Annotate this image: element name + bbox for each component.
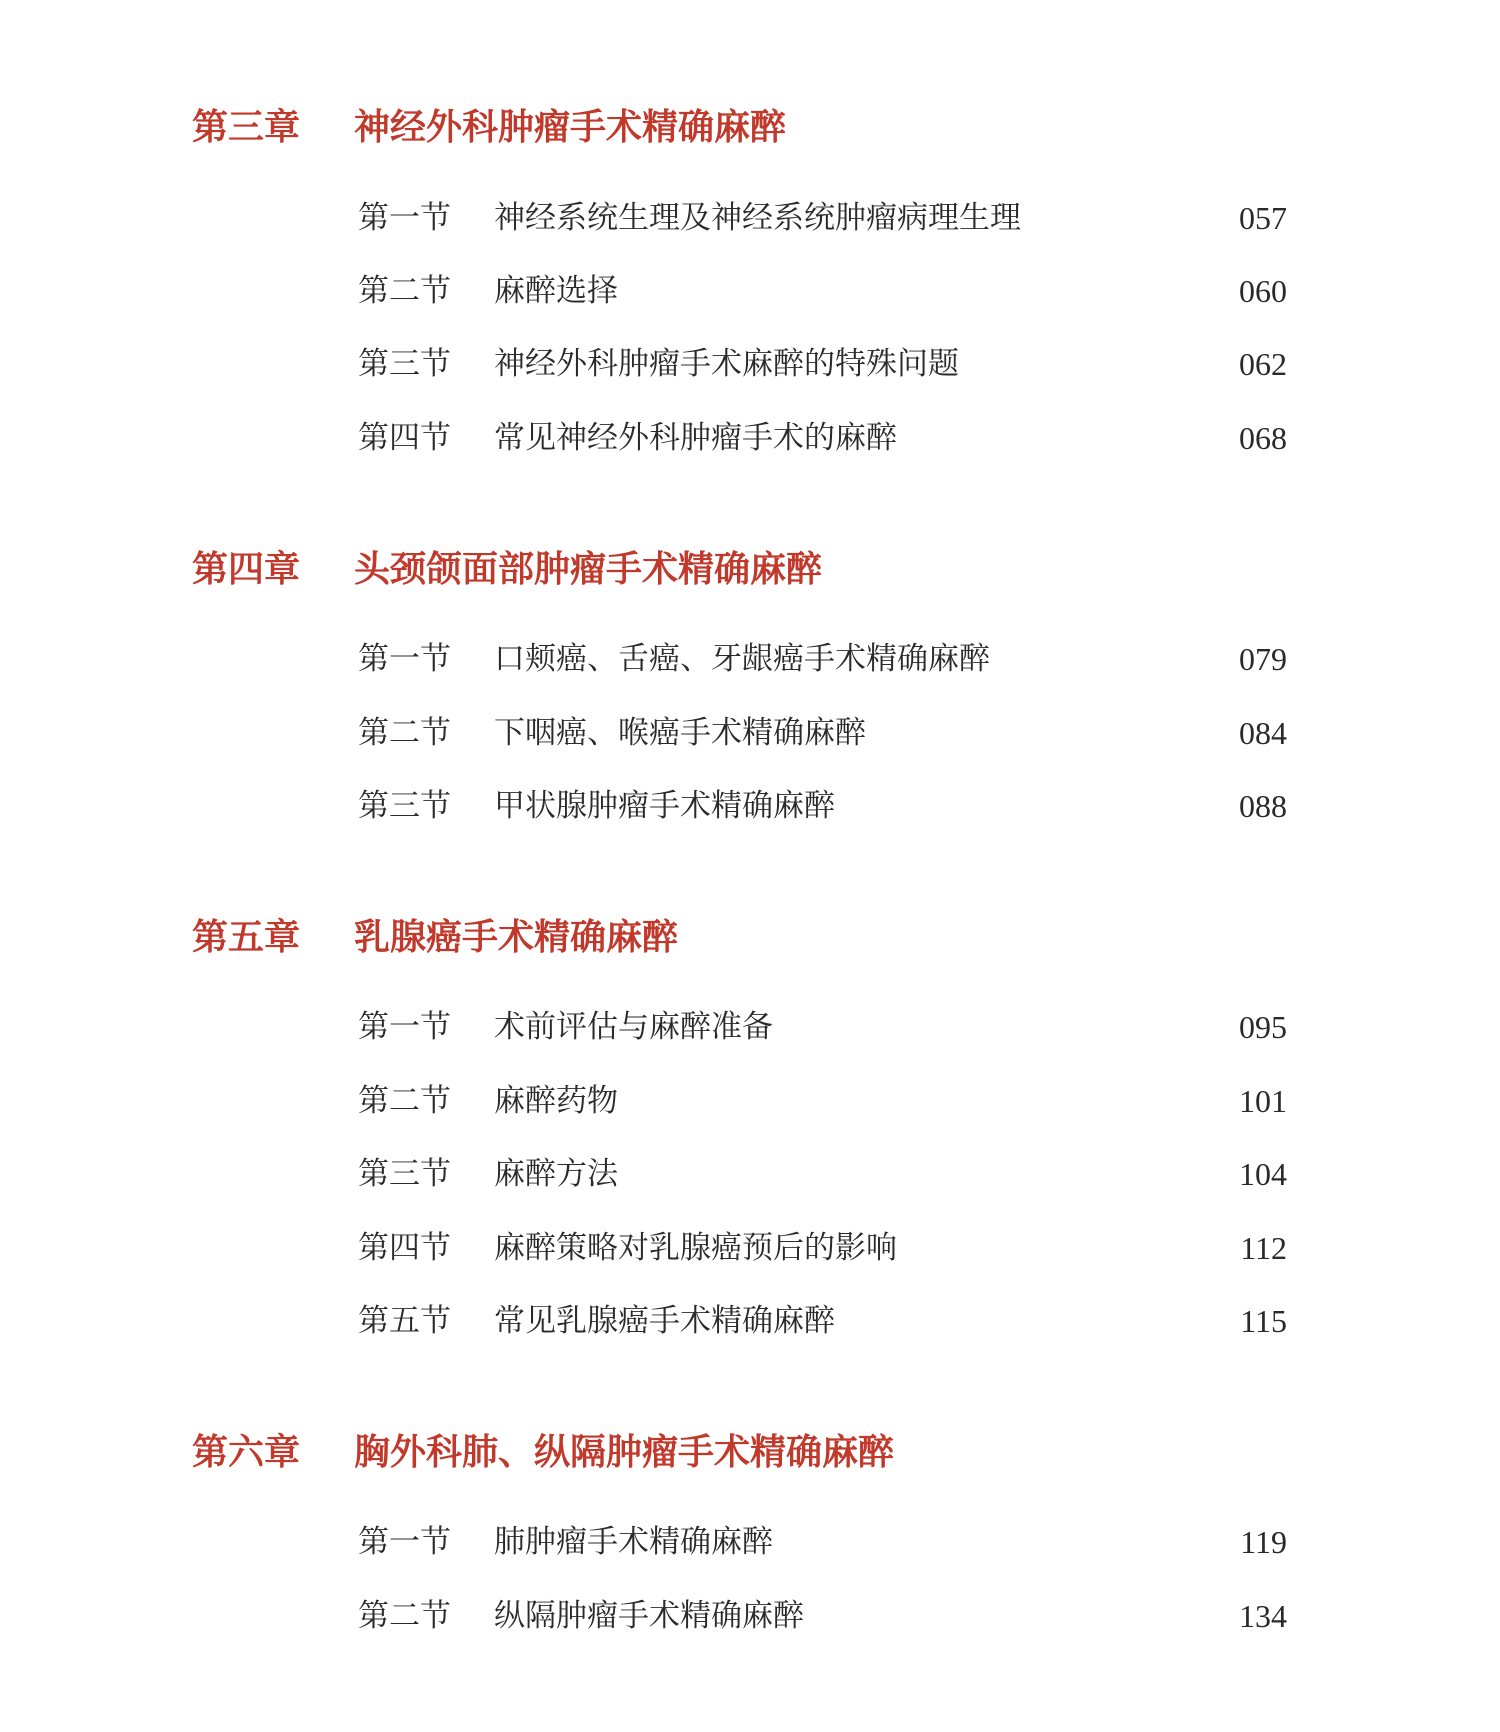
- toc-entry[interactable]: [0, 633, 1500, 685]
- toc-entry[interactable]: [0, 1001, 1500, 1053]
- section-title: 甲状腺肿瘤手术精确麻醉: [494, 788, 835, 824]
- chapter-heading[interactable]: [192, 98, 786, 158]
- toc-entry[interactable]: [0, 707, 1500, 759]
- section-title: 常见乳腺癌手术精确麻醉: [494, 1303, 835, 1339]
- chapter-label: 第五章: [192, 917, 301, 958]
- section-title: 常见神经外科肿瘤手术的麻醉: [494, 420, 897, 456]
- section-label: 第二节: [358, 273, 451, 309]
- chapter-label: 第四章: [192, 549, 301, 590]
- section-label: 第一节: [358, 200, 451, 236]
- section-label: 第一节: [358, 1524, 451, 1560]
- toc-entry[interactable]: [0, 1075, 1500, 1127]
- chapter-heading[interactable]: [192, 540, 822, 600]
- chapter-label: 第三章: [192, 107, 301, 148]
- chapter-heading[interactable]: [192, 908, 678, 968]
- section-title: 术前评估与麻醉准备: [494, 1009, 773, 1045]
- page-number: 079: [1239, 641, 1287, 677]
- section-label: 第一节: [358, 1009, 451, 1045]
- toc-entry[interactable]: [0, 1148, 1500, 1200]
- page-number: 104: [1239, 1156, 1287, 1192]
- section-title: 麻醉方法: [494, 1156, 618, 1192]
- section-title: 口颊癌、舌癌、牙龈癌手术精确麻醉: [494, 641, 990, 677]
- page-number: 060: [1239, 273, 1287, 309]
- chapter-title: 头颈颌面部肿瘤手术精确麻醉: [354, 549, 823, 590]
- chapter-title: 乳腺癌手术精确麻醉: [354, 917, 679, 958]
- section-title: 麻醉选择: [494, 273, 618, 309]
- section-title: 麻醉药物: [494, 1083, 618, 1119]
- page-number: 115: [1240, 1303, 1287, 1339]
- page-number: 119: [1240, 1524, 1287, 1560]
- page-number: 101: [1239, 1083, 1287, 1119]
- chapter-label: 第六章: [192, 1432, 301, 1473]
- section-title: 肺肿瘤手术精确麻醉: [494, 1524, 773, 1560]
- section-label: 第三节: [358, 788, 451, 824]
- toc-entry[interactable]: [0, 338, 1500, 390]
- page-number: 088: [1239, 788, 1287, 824]
- section-label: 第三节: [358, 1156, 451, 1192]
- toc-entry[interactable]: [0, 780, 1500, 832]
- page-number: 057: [1239, 200, 1287, 236]
- section-title: 神经外科肿瘤手术麻醉的特殊问题: [494, 346, 959, 382]
- section-title: 纵隔肿瘤手术精确麻醉: [494, 1598, 804, 1634]
- section-label: 第四节: [358, 1230, 451, 1266]
- chapter-title: 胸外科肺、纵隔肿瘤手术精确麻醉: [354, 1432, 895, 1473]
- toc-entry[interactable]: [0, 1295, 1500, 1347]
- toc-entry[interactable]: [0, 1516, 1500, 1568]
- section-title: 下咽癌、喉癌手术精确麻醉: [494, 715, 866, 751]
- page-number: 062: [1239, 346, 1287, 382]
- toc-entry[interactable]: [0, 265, 1500, 317]
- toc-entry[interactable]: [0, 1222, 1500, 1274]
- section-label: 第五节: [358, 1303, 451, 1339]
- section-label: 第一节: [358, 641, 451, 677]
- section-label: 第四节: [358, 420, 451, 456]
- toc-entry[interactable]: [0, 1590, 1500, 1642]
- toc-entry[interactable]: [0, 192, 1500, 244]
- page-number: 134: [1239, 1598, 1287, 1634]
- section-label: 第二节: [358, 1083, 451, 1119]
- section-label: 第三节: [358, 346, 451, 382]
- section-title: 麻醉策略对乳腺癌预后的影响: [494, 1230, 897, 1266]
- section-label: 第二节: [358, 715, 451, 751]
- section-label: 第二节: [358, 1598, 451, 1634]
- section-title: 神经系统生理及神经系统肿瘤病理生理: [494, 200, 1021, 236]
- page-number: 068: [1239, 420, 1287, 456]
- page-number: 112: [1240, 1230, 1287, 1266]
- page-number: 095: [1239, 1009, 1287, 1045]
- chapter-title: 神经外科肿瘤手术精确麻醉: [354, 107, 787, 148]
- toc-entry[interactable]: [0, 412, 1500, 464]
- page-number: 084: [1239, 715, 1287, 751]
- chapter-heading[interactable]: [192, 1423, 894, 1483]
